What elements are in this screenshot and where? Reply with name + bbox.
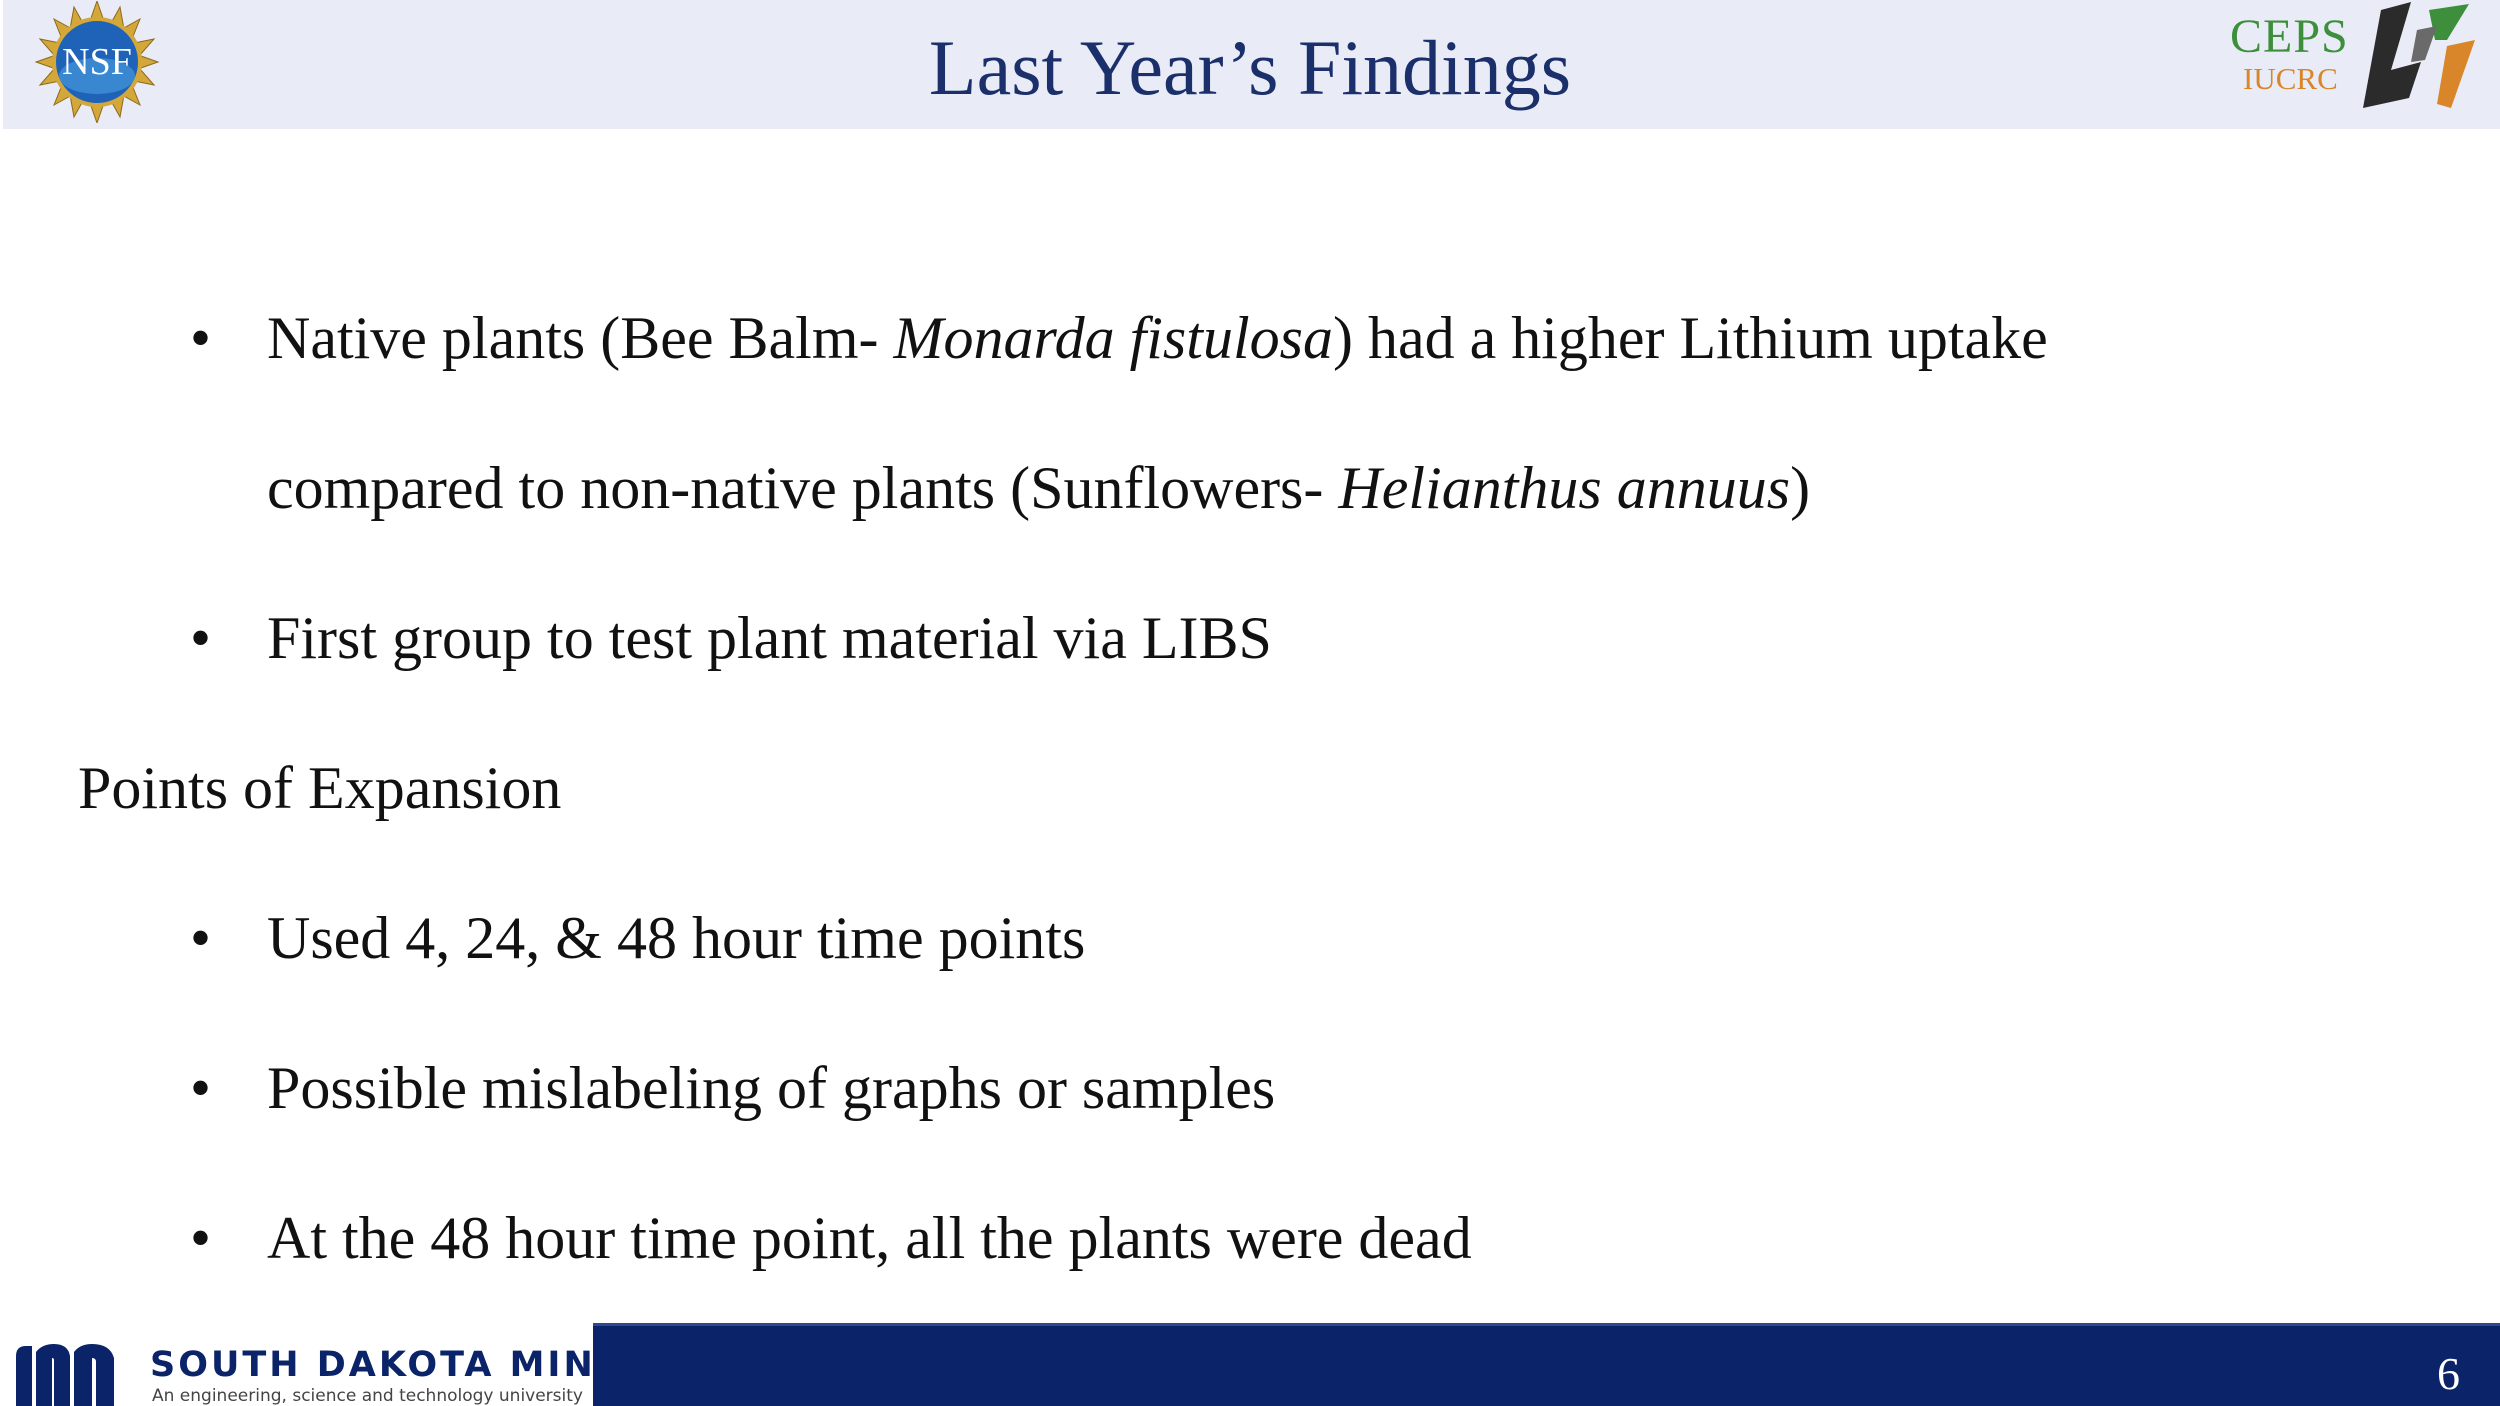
finding-item-1-line2-text — [267, 448, 1810, 528]
university-name: SOUTH DAKOTA MINES — [150, 1345, 651, 1385]
footer-bar — [593, 1326, 2500, 1406]
nsf-logo-text: NSF — [62, 41, 132, 83]
finding-text-segment: compared to non-native plants (Sunflowers- — [267, 455, 1339, 521]
university-tagline: An engineering, science and technology university — [152, 1386, 583, 1406]
finding-text-segment: Native plants (Bee Balm- — [267, 305, 894, 371]
finding-text-segment: ) — [1790, 455, 1811, 521]
finding-item-2-text: First group to test plant material via LIBS — [267, 605, 1272, 671]
bullet-icon: • — [190, 1205, 212, 1271]
south-dakota-mines-m-icon — [14, 1342, 124, 1406]
species-name-italic: Monarda fistulosa — [893, 305, 1333, 371]
bullet-icon: • — [190, 1055, 212, 1121]
finding-text-segment: ) had a higher Lithium uptake — [1332, 305, 2048, 371]
expansion-item-3-text: At the 48 hour time point, all the plants were dead — [267, 1205, 1472, 1271]
bullet-icon: • — [190, 905, 212, 971]
slide-title: Last Year’s Findings — [928, 24, 1572, 111]
species-name-italic: Helianthus annuus — [1338, 455, 1791, 521]
page-number: 6 — [2437, 1348, 2460, 1399]
bullet-icon: • — [190, 305, 212, 371]
finding-item-1-text — [267, 298, 2048, 378]
bullet-icon: • — [190, 605, 212, 671]
expansion-item-1-text: Used 4, 24, & 48 hour time points — [267, 905, 1086, 971]
iucrc-logo-text: IUCRC — [2243, 61, 2338, 96]
expansion-item-2-text: Possible mislabeling of graphs or samples — [267, 1055, 1276, 1121]
expansion-heading: Points of Expansion — [78, 755, 562, 821]
ceps-logo-text: CEPS — [2230, 10, 2349, 63]
